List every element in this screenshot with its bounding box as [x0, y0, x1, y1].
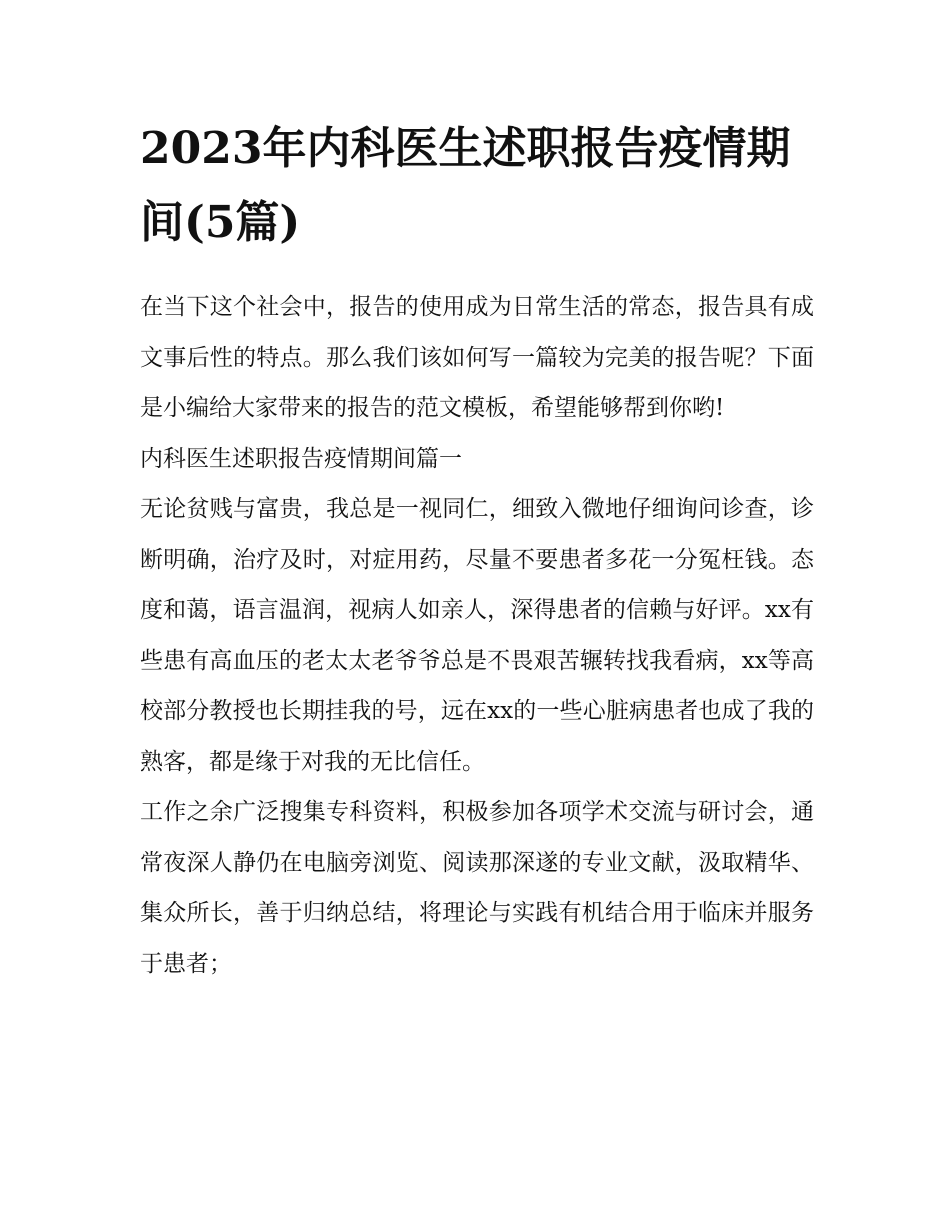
document-title: 2023年内科医生述职报告疫情期间(5篇)	[140, 123, 791, 248]
body-paragraph: 无论贫贱与富贵，我总是一视同仁，细致入微地仔细询问诊查，诊断明确，治疗及时，对症用药，尽量不要患者多花一分冤枉钱。态度和蔼，语言温润，视病人如亲人，深得患者的信赖与好评。xx有些患有高血压的老太太老爷爷总是不畏艰苦辗转找我看病，xx等高校部分教授也长期挂我的号，远在xx的一些心脏病患者也成了我的熟客，都是缘于对我的无比信任。	[140, 496, 814, 775]
section-heading: 内科医生述职报告疫情期间篇一	[140, 445, 462, 472]
intro-paragraph: 在当下这个社会中，报告的使用成为日常生活的常态，报告具有成文事后性的特点。那么我们该如何写一篇较为完美的报告呢？下面是小编给大家带来的报告的范文模板，希望能够帮到你哟!	[140, 294, 814, 421]
body-paragraph: 工作之余广泛搜集专科资料，积极参加各项学术交流与研讨会，通常夜深人静仍在电脑旁浏览、阅读那深遂的专业文献，汲取精华、集众所长，善于归纳总结，将理论与实践有机结合用于临床并服务于患者；	[140, 799, 814, 977]
document-page	[140, 112, 814, 989]
